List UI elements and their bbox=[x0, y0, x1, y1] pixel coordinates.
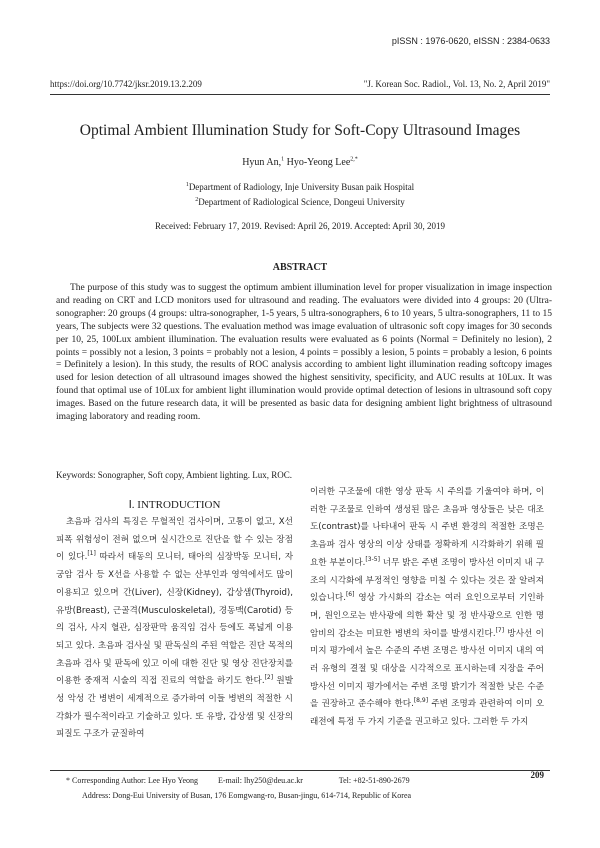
author-name: Hyun An, bbox=[242, 157, 282, 168]
paragraph-text: 따라서 태동의 모니터, 태아의 심장박동 모니터, 자궁암 검사 등 X선을 사용할 수 없는 산부인과 영역에서도 많이 이용되고 있으며 간(Liver), 신장(Kidney), 갑상샘(Thyroid), 유방(Breast), 근골격(Musculoskeletal), 경동맥(Carotid) 등의 검사, 사지 혈관, 심장판막 움직임 검사 등에도 폭넓게 이용되고 있다. 초음파 검사실 및 판독실의 주된 역할은 진단 목적의 초음파 검사 및 판독에 있고 이에 대한 진단 및 영상 진단장치를 이용한 중재적 시술의 직접 진료의 역할을 하기도 한다. bbox=[56, 552, 293, 687]
affiliation-mark: 2 bbox=[195, 197, 199, 203]
affiliation-2 bbox=[0, 197, 600, 207]
affiliation-mark: 1 bbox=[185, 182, 189, 188]
affiliation-1 bbox=[0, 182, 600, 192]
intro-right-column bbox=[310, 484, 544, 732]
author-affiliation-mark: 1 bbox=[281, 156, 285, 163]
corresponding-author-note: * Corresponding Author: Lee Hyo Yeong E-mail: lhy250@deu.ac.kr Tel: +82-51-890-2679 bbox=[66, 776, 410, 785]
citation-mark: [3-5] bbox=[365, 555, 380, 563]
paragraph-text: 방사선 이미지 평가에서 높은 수준의 주변 조명은 방사선 이미지 내의 여러 유형의 결절 및 대상을 시각적으로 표시하는데 지장을 주어 방사선 이미지 평가에서는 주변 조명 밝기가 적절한 낮은 수준을 권장하고 준수해야 한다. bbox=[310, 628, 544, 710]
page-number: 209 bbox=[530, 770, 544, 780]
header-rule bbox=[50, 94, 550, 95]
issn-line: pISSN : 1976-0620, eISSN : 2384-0633 bbox=[391, 36, 550, 46]
footnote-rule bbox=[50, 770, 550, 771]
paragraph-text: 초음파 검사의 특징은 무혈적인 검사이며, 고통이 없고, X선 피폭 위험성이 전혀 없으며 실시간으로 진단을 할 수 있는 장점이 있다. bbox=[56, 517, 293, 563]
citation-mark: [2] bbox=[264, 674, 274, 682]
paragraph-text: 주변 조명과 관련하여 이미 오래전에 특정 두 가지 기준을 권고하고 있다. 그러한 두 가지 bbox=[310, 699, 545, 728]
journal-citation: "J. Korean Soc. Radiol., Vol. 13, No. 2, April 2019" bbox=[363, 79, 550, 89]
author-name: Hyo-Yeong Lee bbox=[284, 157, 351, 168]
paragraph-text: 영상 가시화의 감소는 여러 요인으로부터 기인하며, 원인으로는 반사광에 의한 확산 및 정 반사광으로 인한 명암비의 감소는 미묘한 병변의 차이를 발생시킨다. bbox=[310, 593, 544, 639]
author-line bbox=[0, 157, 600, 168]
intro-left-column bbox=[56, 514, 293, 744]
abstract-heading: ABSTRACT bbox=[272, 262, 328, 273]
author-affiliation-mark: 2,* bbox=[350, 156, 358, 163]
section-heading-introduction: Ⅰ. INTRODUCTION bbox=[128, 499, 221, 511]
paper-title: Optimal Ambient Illumination Study for Soft-Copy Ultrasound Images bbox=[79, 122, 521, 139]
abstract-body: The purpose of this study was to suggest the optimum ambient illumination level for proper visualization in image inspection and reading on CRT and LCD monitors used for ultrasound and reading. The evaluators were divided into 4 groups: 20 (Ultra-sonographer: 20 groups (4 groups: ultra-sonographer, 1-5 years, 5 ultra-sonographers, 6 to 10 years, 5 ultra-sonographers, 11 to 15 years, The subjects were 32 questions. The evaluation method was image evaluation of ultrasonic soft copy images for 30 seconds per 10, 25, 100Lux ambient illumination. The evaluation results were evaluated as 6 points (Normal = Definitely no lesion), 2 points = possibly not a lesion, 3 points = probably not a lesion, 4 points = possibly a lesion, 5 points = probably a lesion, 6 points = Definitely a lesion). In this study, the results of ROC analysis according to ambient light illumination reading softcopy images used for lesion detection of all ultrasound images showed the highest sensitivity, specificity, and AUC results at 10Lux. It was found that optimal use of 10Lux for ambient light illumination would provide optimal detection of lesions in ultrasound soft copy images. Based on the future research data, it will be presented as basic data for designing ambient light brightness of ultrasound imaging laboratory and reading room. bbox=[56, 283, 552, 423]
keywords: Keywords: Sonographer, Soft copy, Ambient lighting. Lux, ROC. bbox=[56, 470, 293, 480]
citation-mark: [6] bbox=[345, 591, 355, 599]
paragraph-text: 원발성 악성 간 병변이 세계적으로 증가하여 이들 병변의 적절한 시각화가 필수적이라고 기술하고 있다. 또 유방, 갑상샘 및 신장의 피질도 구조가 균질하여 bbox=[56, 676, 293, 740]
intro-paragraph bbox=[56, 514, 293, 744]
paragraph-text: 이러한 구조물에 대한 영상 판독 시 주의를 기울여야 하며, 이러한 구조물로 인하여 생성된 많은 초음파 영상들은 낮은 대조도(contrast)를 나타내어 판독 시 주변 환경의 적절한 조명은 초음파 검사 영상의 이상 상태를 정확하게 시각화하기 위해 필요한 부분이다. bbox=[310, 487, 544, 568]
affiliation-text: Department of Radiology, Inje University Busan paik Hospital bbox=[188, 182, 415, 192]
submission-dates: Received: February 17, 2019. Revised: April 26, 2019. Accepted: April 30, 2019 bbox=[155, 221, 445, 231]
doi-link[interactable]: https://doi.org/10.7742/jksr.2019.13.2.209 bbox=[50, 79, 202, 89]
paragraph-text: 너무 밝은 주변 조명이 방사선 이미지 내 구조의 시각화에 부정적인 영향을 미칠 수 있다는 것은 잘 알려져 있습니다. bbox=[310, 557, 544, 604]
citation-mark: [7] bbox=[495, 626, 505, 634]
affiliation-text: Department of Radiological Science, Dongeui University bbox=[198, 197, 405, 207]
citation-mark: [8,9] bbox=[413, 697, 429, 705]
citation-mark: [1] bbox=[87, 550, 96, 558]
author-address: Address: Dong-Eui University of Busan, 176 Eomgwang-ro, Busan-jingu, 614-714, Republic of Korea bbox=[82, 791, 412, 800]
